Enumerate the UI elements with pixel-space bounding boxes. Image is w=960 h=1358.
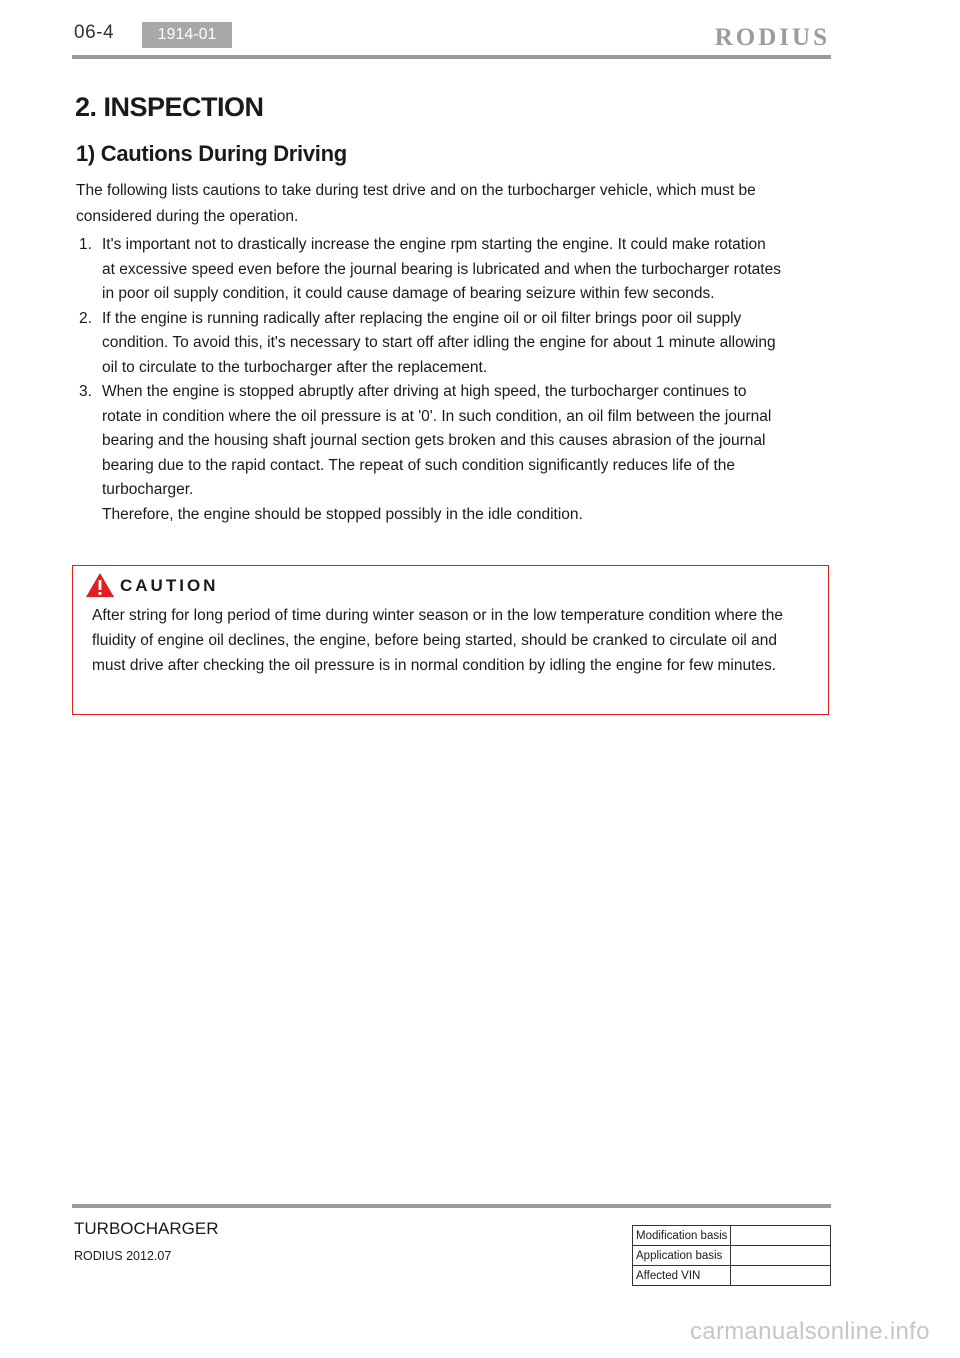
page-number: 06-4 <box>74 22 115 43</box>
footer-edition: RODIUS 2012.07 <box>74 1249 172 1263</box>
list-item-note: Therefore, the engine should be stopped possibly in the idle condition. <box>102 505 583 523</box>
basis-table <box>632 1225 831 1286</box>
list-item-text: When the engine is stopped abruptly after driving at high speed, the turbocharger continues to rotate in condition where the oil pressure is at '0'. In such condition, an oil film between the journal bearing and the housing shaft journal section gets broken and this causes abrasion of the journal bearing due to the rapid contact. The repeat of such condition significantly reduces life of the turbocharger. <box>102 383 772 498</box>
caution-box <box>72 565 829 715</box>
basis-label: Application basis <box>633 1246 731 1266</box>
brand-logo-text: RODIUS <box>714 24 830 51</box>
basis-value <box>731 1266 831 1286</box>
cautions-list <box>76 233 781 527</box>
list-item-number: 1. <box>79 236 92 253</box>
list-item <box>76 380 781 527</box>
table-row <box>633 1226 831 1246</box>
caution-title: CAUTION <box>120 576 219 595</box>
intro-paragraph: The following lists cautions to take during test drive and on the turbocharger vehicle, which must be considered during the operation. <box>76 182 756 225</box>
table-row <box>633 1266 831 1286</box>
subsection-heading: 1) Cautions During Driving <box>76 141 347 166</box>
watermark-text: carmanualsonline.info <box>690 1318 930 1345</box>
basis-label: Modification basis <box>633 1226 731 1246</box>
footer-divider <box>72 1204 831 1208</box>
list-item <box>76 233 781 307</box>
header-divider <box>72 55 831 59</box>
basis-value <box>731 1226 831 1246</box>
warning-triangle-icon <box>85 572 115 598</box>
section-heading: 2. INSPECTION <box>75 92 264 122</box>
section-code-badge: 1914-01 <box>142 22 232 48</box>
basis-label: Affected VIN <box>633 1266 731 1286</box>
brand-logo <box>678 24 830 52</box>
caution-text: After string for long period of time during winter season or in the low temperature condition where the fluidity of engine oil declines, the engine, before being started, should be cranked to circulate oil and must drive after checking the oil pressure is in normal condition by idling the engine for few minutes. <box>92 607 783 674</box>
list-item-number: 2. <box>79 309 92 327</box>
list-item-text: If the engine is running radically after replacing the engine oil or oil filter brings poor oil supply condition. To avoid this, it's necessary to start off after idling the engine for about 1 minute allowing oil to circulate to the turbocharger after the replacement. <box>102 309 776 376</box>
table-row <box>633 1246 831 1266</box>
basis-value <box>731 1246 831 1266</box>
footer-title: TURBOCHARGER <box>74 1219 219 1238</box>
list-item <box>76 307 781 381</box>
list-item-text: It's important not to drastically increase the engine rpm starting the engine. It could make rotation at excessive speed even before the journal bearing is lubricated and when the turbocharger rotates in poor oil supply condition, it could cause damage of bearing seizure within few seconds. <box>102 236 781 302</box>
list-item-number: 3. <box>79 383 92 400</box>
